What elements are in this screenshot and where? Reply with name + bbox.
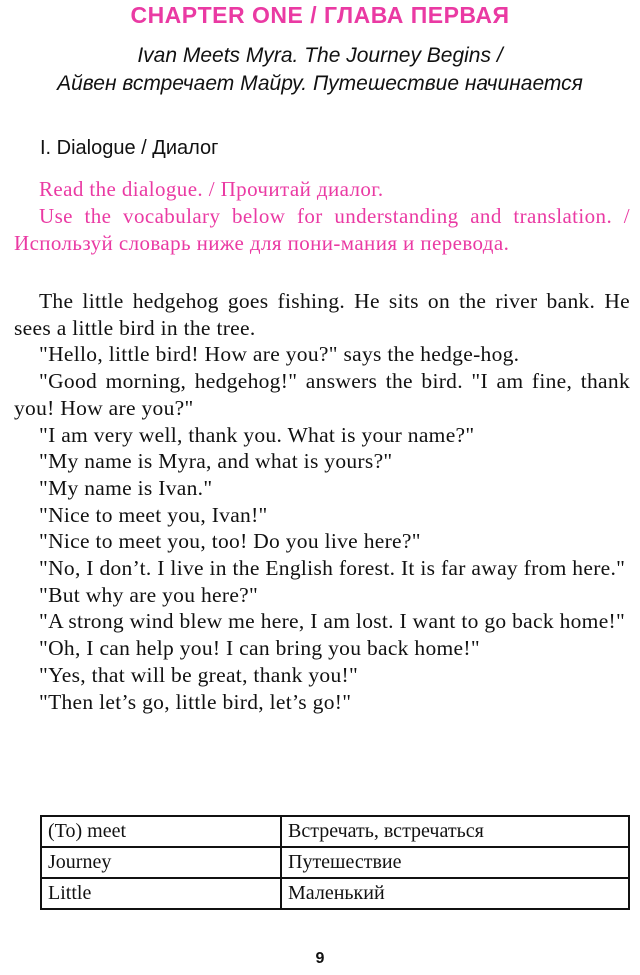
- vocabulary-english: Journey: [41, 847, 281, 878]
- dialogue-paragraph: "I am very well, thank you. What is your name?": [39, 422, 475, 447]
- dialogue-paragraph: "Then let’s go, little bird, let’s go!": [39, 689, 352, 714]
- dialogue-paragraph: "Nice to meet you, too! Do you live here?": [39, 529, 421, 554]
- dialogue-paragraph: "Nice to meet you, Ivan!": [39, 502, 268, 527]
- vocabulary-row: [41, 816, 629, 847]
- dialogue-paragraph: "Oh, I can help you! I can bring you back home!": [39, 636, 480, 661]
- dialogue-paragraph: "But why are you here?": [39, 582, 259, 607]
- dialogue-paragraph: "My name is Ivan.": [39, 475, 213, 500]
- dialogue-paragraph: The little hedgehog goes fishing. He sits on the river bank. He sees a little bird in the tree.: [14, 289, 630, 340]
- dialogue-paragraph: "A strong wind blew me here, I am lost. I want to go back home!": [39, 609, 626, 634]
- vocabulary-table: [40, 815, 630, 910]
- vocabulary-english: (To) meet: [41, 816, 281, 847]
- vocabulary-row: [41, 847, 629, 878]
- instruction-read: Read the dialogue. / Прочитай диалог.: [39, 177, 384, 201]
- dialogue-text: [14, 288, 630, 715]
- instruction-vocabulary-text: Use the vocabulary below for understanding and translation. / Используй словарь ниже для пони-мания и перевода.: [14, 204, 630, 255]
- vocabulary-russian: Маленький: [281, 878, 629, 909]
- page-number: 9: [315, 950, 325, 967]
- vocabulary-russian: Встречать, встречаться: [281, 816, 629, 847]
- chapter-title: CHAPTER ONE / ГЛАВА ПЕРВАЯ: [130, 2, 510, 28]
- vocabulary-english: Little: [41, 878, 281, 909]
- vocabulary-russian: Путешествие: [281, 847, 629, 878]
- dialogue-paragraph: "No, I don’t. I live in the English forest. It is far away from here.": [39, 556, 626, 581]
- instruction-vocabulary: [14, 203, 630, 257]
- dialogue-paragraph: "My name is Myra, and what is yours?": [39, 449, 393, 474]
- vocabulary-row: [41, 878, 629, 909]
- dialogue-paragraph: "Yes, that will be great, thank you!": [39, 662, 359, 687]
- chapter-subtitle-line-1: Ivan Meets Myra. The Journey Begins /: [137, 44, 503, 67]
- section-heading: I. Dialogue / Диалог: [40, 137, 219, 159]
- chapter-subtitle-line-2: Айвен встречает Майру. Путешествие начинается: [57, 72, 583, 95]
- dialogue-paragraph: "Good morning, hedgehog!" answers the bird. "I am fine, thank you! How are you?": [14, 369, 630, 420]
- dialogue-paragraph: "Hello, little bird! How are you?" says the hedge-hog.: [39, 342, 520, 367]
